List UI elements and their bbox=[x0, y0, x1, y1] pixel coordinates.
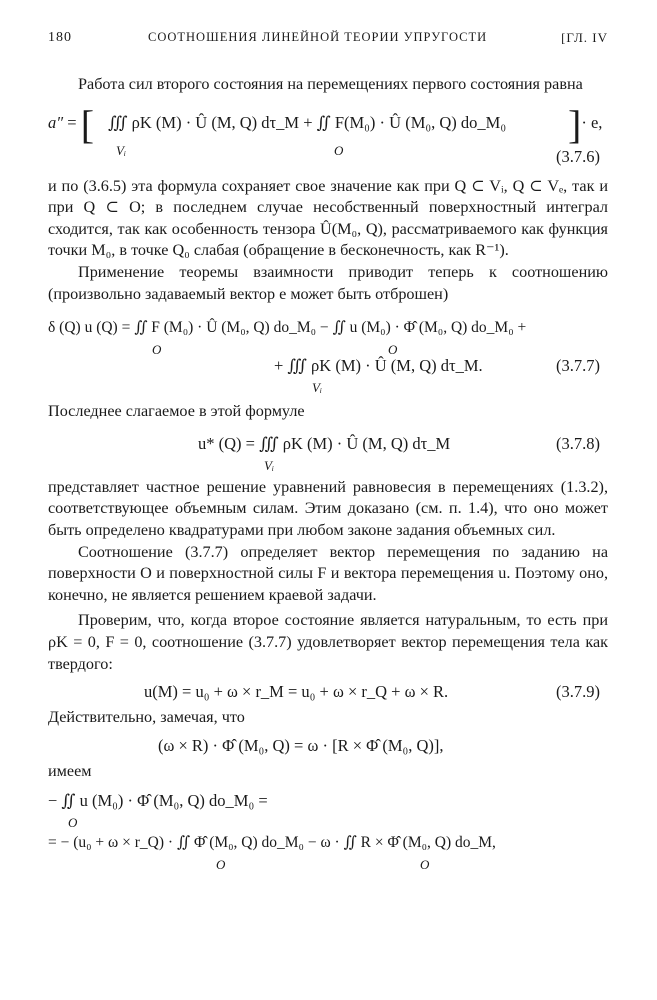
eq-376-lhs: a″ = [ bbox=[48, 101, 95, 147]
equation-final bbox=[48, 786, 608, 876]
eq-377-line2: + ∭ ρK (M) · Û (M, Q) dτ_M. bbox=[274, 356, 483, 376]
equation-number: (3.7.9) bbox=[556, 682, 600, 702]
paragraph-work-of-forces: Работа сил второго состояния на перемещениях первого состояния равна bbox=[78, 75, 583, 93]
eq-379-body: u(M) = u₀ + ω × r_M = u₀ + ω × r_Q + ω × R. bbox=[144, 682, 449, 702]
eq-376-domain-vi: Vᵢ bbox=[116, 142, 126, 158]
eq-377-domain-o2: O bbox=[388, 342, 398, 358]
chapter-label: [ГЛ. IV bbox=[561, 30, 608, 45]
paragraph-formula-remark: и по (3.6.5) эта формула сохраняет свое значение как при Q ⊂ Vᵢ, Q ⊂ Vₑ, так и при Q ⊂ O; в последнем случае несобственный поверхностный интеграл сходится, так как особенность тензора Û(M₀, Q), рассматриваемого как функция точки M₀, в точке Q₀ слабая (обращение в бесконечность, как R⁻¹). bbox=[48, 176, 608, 260]
eq-376-tail: ]· e, bbox=[568, 101, 603, 147]
equation-identity bbox=[48, 733, 608, 761]
equation-3-7-7 bbox=[48, 313, 608, 397]
eq-identity-body: (ω × R) · Φ̂ (M₀, Q) = ω · [R × Φ̂ (M₀, Q)], bbox=[158, 735, 444, 755]
eq-final-line2: = − (u₀ + ω × r_Q) · ∬ Φ̂ (M₀, Q) do_M₀ − ω · ∬ R × Φ̂ (M₀, Q) do_M, bbox=[48, 834, 496, 852]
equation-number: (3.7.6) bbox=[556, 146, 600, 166]
eq-376-body: ∭ ρK (M) · Û (M, Q) dτ_M + ∬ F(M₀) · Û (M₀, Q) do_M₀ bbox=[108, 112, 507, 132]
page-header bbox=[48, 30, 608, 54]
equation-3-7-8 bbox=[48, 429, 608, 477]
paragraph-last-term: Последнее слагаемое в этой формуле bbox=[48, 402, 305, 421]
eq-376-domain-o: O bbox=[334, 142, 344, 158]
book-page bbox=[48, 30, 608, 876]
paragraph-check-natural: Проверим, что, когда второе состояние является натуральным, то есть при ρK = 0, F = 0, соотношение (3.7.7) удовлетворяет вектор перемещения тела как твердого: bbox=[48, 611, 608, 673]
eq-377-domain-vi: Vᵢ bbox=[312, 380, 322, 396]
running-title: СООТНОШЕНИЯ ЛИНЕЙНОЙ ТЕОРИИ УПРУГОСТИ bbox=[148, 30, 488, 44]
equation-number: (3.7.7) bbox=[556, 356, 600, 376]
eq-final-line1: − ∬ u (M₀) · Φ̂ (M₀, Q) do_M₀ = bbox=[48, 791, 268, 811]
equation-number: (3.7.8) bbox=[556, 433, 600, 453]
eq-378-domain-vi: Vᵢ bbox=[264, 457, 274, 473]
eq-final-domain-o3: O bbox=[420, 857, 430, 873]
eq-final-domain-o1: O bbox=[68, 815, 78, 831]
paragraph-we-have: имеем bbox=[48, 761, 92, 780]
paragraph-reciprocity: Применение теоремы взаимности приводит теперь к соотношению (произвольно задаваемый вектор e может быть отброшен) bbox=[48, 262, 608, 303]
page-number: 180 bbox=[48, 30, 72, 45]
eq-378-body: u* (Q) = ∭ ρK (M) · Û (M, Q) dτ_M bbox=[198, 433, 451, 453]
eq-377-line1: δ (Q) u (Q) = ∬ F (M₀) · Û (M₀, Q) do_M₀ − ∬ u (M₀) · Φ̂ (M₀, Q) do_M₀ + bbox=[48, 319, 527, 337]
paragraph-indeed: Действительно, замечая, что bbox=[48, 708, 245, 727]
eq-377-domain-o1: O bbox=[152, 342, 162, 358]
eq-final-domain-o2: O bbox=[216, 857, 226, 873]
equation-3-7-6 bbox=[48, 102, 608, 168]
equation-3-7-9 bbox=[48, 679, 608, 707]
paragraph-particular-solution: представляет частное решение уравнений равновесия в перемещениях (1.3.2), соответствующее объемным силам. Этим доказано (см. п. 1.4), что оно может быть определено квадратурами при любом законе задания объемных сил. bbox=[48, 477, 608, 539]
paragraph-relation-defines: Соотношение (3.7.7) определяет вектор перемещения по заданию на поверхности O и поверхностной силы F и вектора перемещения u. Поэтому оно, конечно, не является решением краевой задачи. bbox=[48, 542, 608, 604]
